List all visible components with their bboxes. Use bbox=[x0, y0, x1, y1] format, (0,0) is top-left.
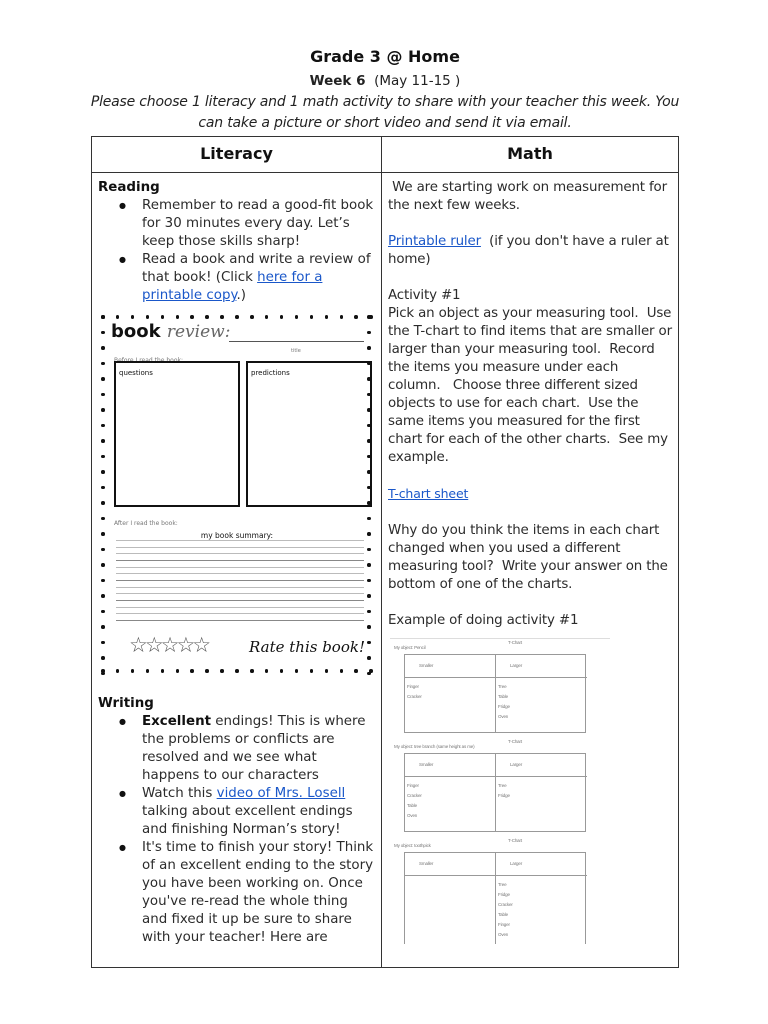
rating-stars-icon: ☆☆☆☆☆ bbox=[129, 633, 209, 657]
writing-line bbox=[116, 613, 364, 614]
writing-line bbox=[116, 573, 364, 574]
column-header-literacy: Literacy bbox=[92, 137, 382, 173]
list-item bbox=[142, 785, 375, 839]
writing-line bbox=[116, 580, 364, 581]
column-header-math: Math bbox=[382, 137, 678, 173]
book-review-worksheet-image bbox=[101, 315, 373, 675]
list-item-text: endings! This is where the problems or conflicts are resolved and we see what happens to our characters bbox=[142, 714, 366, 783]
dot-border-bottom bbox=[101, 669, 373, 675]
title-caption: title bbox=[291, 348, 301, 354]
writing-list bbox=[98, 713, 375, 947]
week-line bbox=[90, 70, 680, 92]
literacy-cell bbox=[92, 173, 382, 967]
writing-line bbox=[116, 567, 364, 568]
activities-table bbox=[91, 136, 679, 968]
t-chart-object: My object: tree branch (same height as me) bbox=[394, 744, 475, 749]
ruler-line bbox=[388, 233, 672, 269]
document-header bbox=[90, 44, 680, 134]
list-item bbox=[142, 251, 375, 305]
questions-label: questions bbox=[119, 369, 153, 377]
reading-list bbox=[98, 197, 375, 305]
t-chart-header-larger: Larger bbox=[496, 655, 587, 678]
activity-title: Activity #1 bbox=[388, 288, 461, 303]
list-item-text: Watch this bbox=[142, 786, 217, 801]
printable-ruler-link[interactable]: Printable ruler bbox=[388, 234, 481, 249]
writing-line bbox=[116, 560, 364, 561]
list-item-text: Read a book and write a review of that book! (Click bbox=[142, 252, 371, 285]
activity-text: Pick an object as your measuring tool. Use the T-chart to find items that are smaller or larger than your measuring tool. Record the items you measure under each column. Choose three different sized objects to use for each chart. Use the same items you measured for the first chart for each of the other charts. See my example. bbox=[388, 306, 677, 465]
worksheet-title-script: review: bbox=[166, 322, 231, 342]
printable-copy-link[interactable]: here for a printable copy bbox=[142, 270, 323, 303]
math-intro: We are starting work on measurement for the next few weeks. bbox=[388, 180, 672, 213]
t-chart-smaller-items bbox=[405, 876, 496, 944]
list-item-text: talking about excellent endings and finishing Norman’s story! bbox=[142, 804, 353, 837]
reflection-question: Why do you think the items in each chart changed when you used a different measuring tool? Write your answer on the bottom of one of the charts. bbox=[388, 523, 672, 592]
t-chart bbox=[390, 838, 610, 944]
writing-line bbox=[116, 600, 364, 601]
example-label: Example of doing activity #1 bbox=[388, 613, 579, 628]
t-chart-title: T-Chart bbox=[508, 640, 522, 645]
instructions: Please choose 1 literacy and 1 math activity to share with your teacher this week. You can take a picture or short video and send it via email. bbox=[90, 94, 680, 131]
list-item: ● Remember to read a good-fit book for 30 minutes every day. Let’s keep those skills sharp! bbox=[142, 197, 375, 251]
worksheet-title-bold: book bbox=[111, 321, 161, 342]
writing-line bbox=[116, 540, 364, 541]
t-chart-header-larger: Larger bbox=[496, 754, 587, 777]
predictions-box bbox=[246, 361, 372, 507]
list-item: ● It's time to finish your story! Think of an excellent ending to the story you have been working on. Once you've re-read the whole thing and fixed it up be sure to share with your teacher! Here are bbox=[142, 839, 375, 947]
list-item bbox=[142, 713, 375, 785]
rate-label: Rate this book! bbox=[249, 638, 365, 656]
writing-line bbox=[116, 593, 364, 594]
page-title: Grade 3 @ Home bbox=[310, 47, 460, 66]
questions-box bbox=[114, 361, 240, 507]
video-link[interactable]: video of Mrs. Losell bbox=[216, 786, 346, 801]
summary-label: my book summary: bbox=[200, 531, 274, 540]
week-dates: (May 11-15 ) bbox=[374, 73, 461, 89]
writing-line bbox=[116, 607, 364, 608]
predictions-label: predictions bbox=[251, 369, 290, 377]
writing-line bbox=[116, 553, 364, 554]
after-label: After I read the book: bbox=[114, 520, 178, 527]
dot-border-left bbox=[101, 315, 107, 675]
writing-line bbox=[116, 547, 364, 548]
t-chart-title: T-Chart bbox=[508, 838, 522, 843]
t-chart-header-larger: Larger bbox=[496, 853, 587, 876]
writing-line bbox=[116, 620, 364, 621]
t-chart-example-image bbox=[390, 638, 610, 944]
worksheet-title bbox=[111, 323, 230, 341]
t-chart-larger-items: Tree Fridge bbox=[498, 783, 510, 798]
t-chart bbox=[390, 640, 610, 733]
t-chart-smaller-items: Finger Cracker bbox=[405, 678, 496, 732]
reading-heading: Reading bbox=[98, 180, 160, 195]
t-chart-sheet-link[interactable]: T-chart sheet bbox=[388, 486, 469, 501]
t-chart-header-smaller: Smaller bbox=[405, 853, 496, 876]
list-item-text: .) bbox=[236, 288, 246, 303]
week-label: Week 6 bbox=[309, 73, 366, 89]
writing-heading: Writing bbox=[98, 696, 154, 711]
ruler-note: (if you don't have a ruler at home) bbox=[388, 234, 673, 267]
t-chart-title: T-Chart bbox=[508, 739, 522, 744]
t-chart bbox=[390, 739, 610, 832]
math-cell bbox=[382, 173, 678, 967]
writing-line bbox=[116, 587, 364, 588]
t-chart-smaller-items: Finger Cracker Table Oven bbox=[405, 777, 496, 831]
t-chart-object: My object: toothpick bbox=[394, 843, 431, 848]
t-chart-header-smaller: Smaller bbox=[405, 754, 496, 777]
t-chart-header-smaller: Smaller bbox=[405, 655, 496, 678]
t-chart-object: My object: Pencil bbox=[394, 645, 426, 650]
list-item-bold: Excellent bbox=[142, 714, 211, 729]
t-chart-larger-items: Tree Fridge Cracker Table Finger Oven bbox=[498, 882, 513, 937]
t-chart-larger-items: Tree Table Fridge Oven bbox=[498, 684, 510, 719]
before-label: Before I read the book: bbox=[114, 357, 184, 364]
